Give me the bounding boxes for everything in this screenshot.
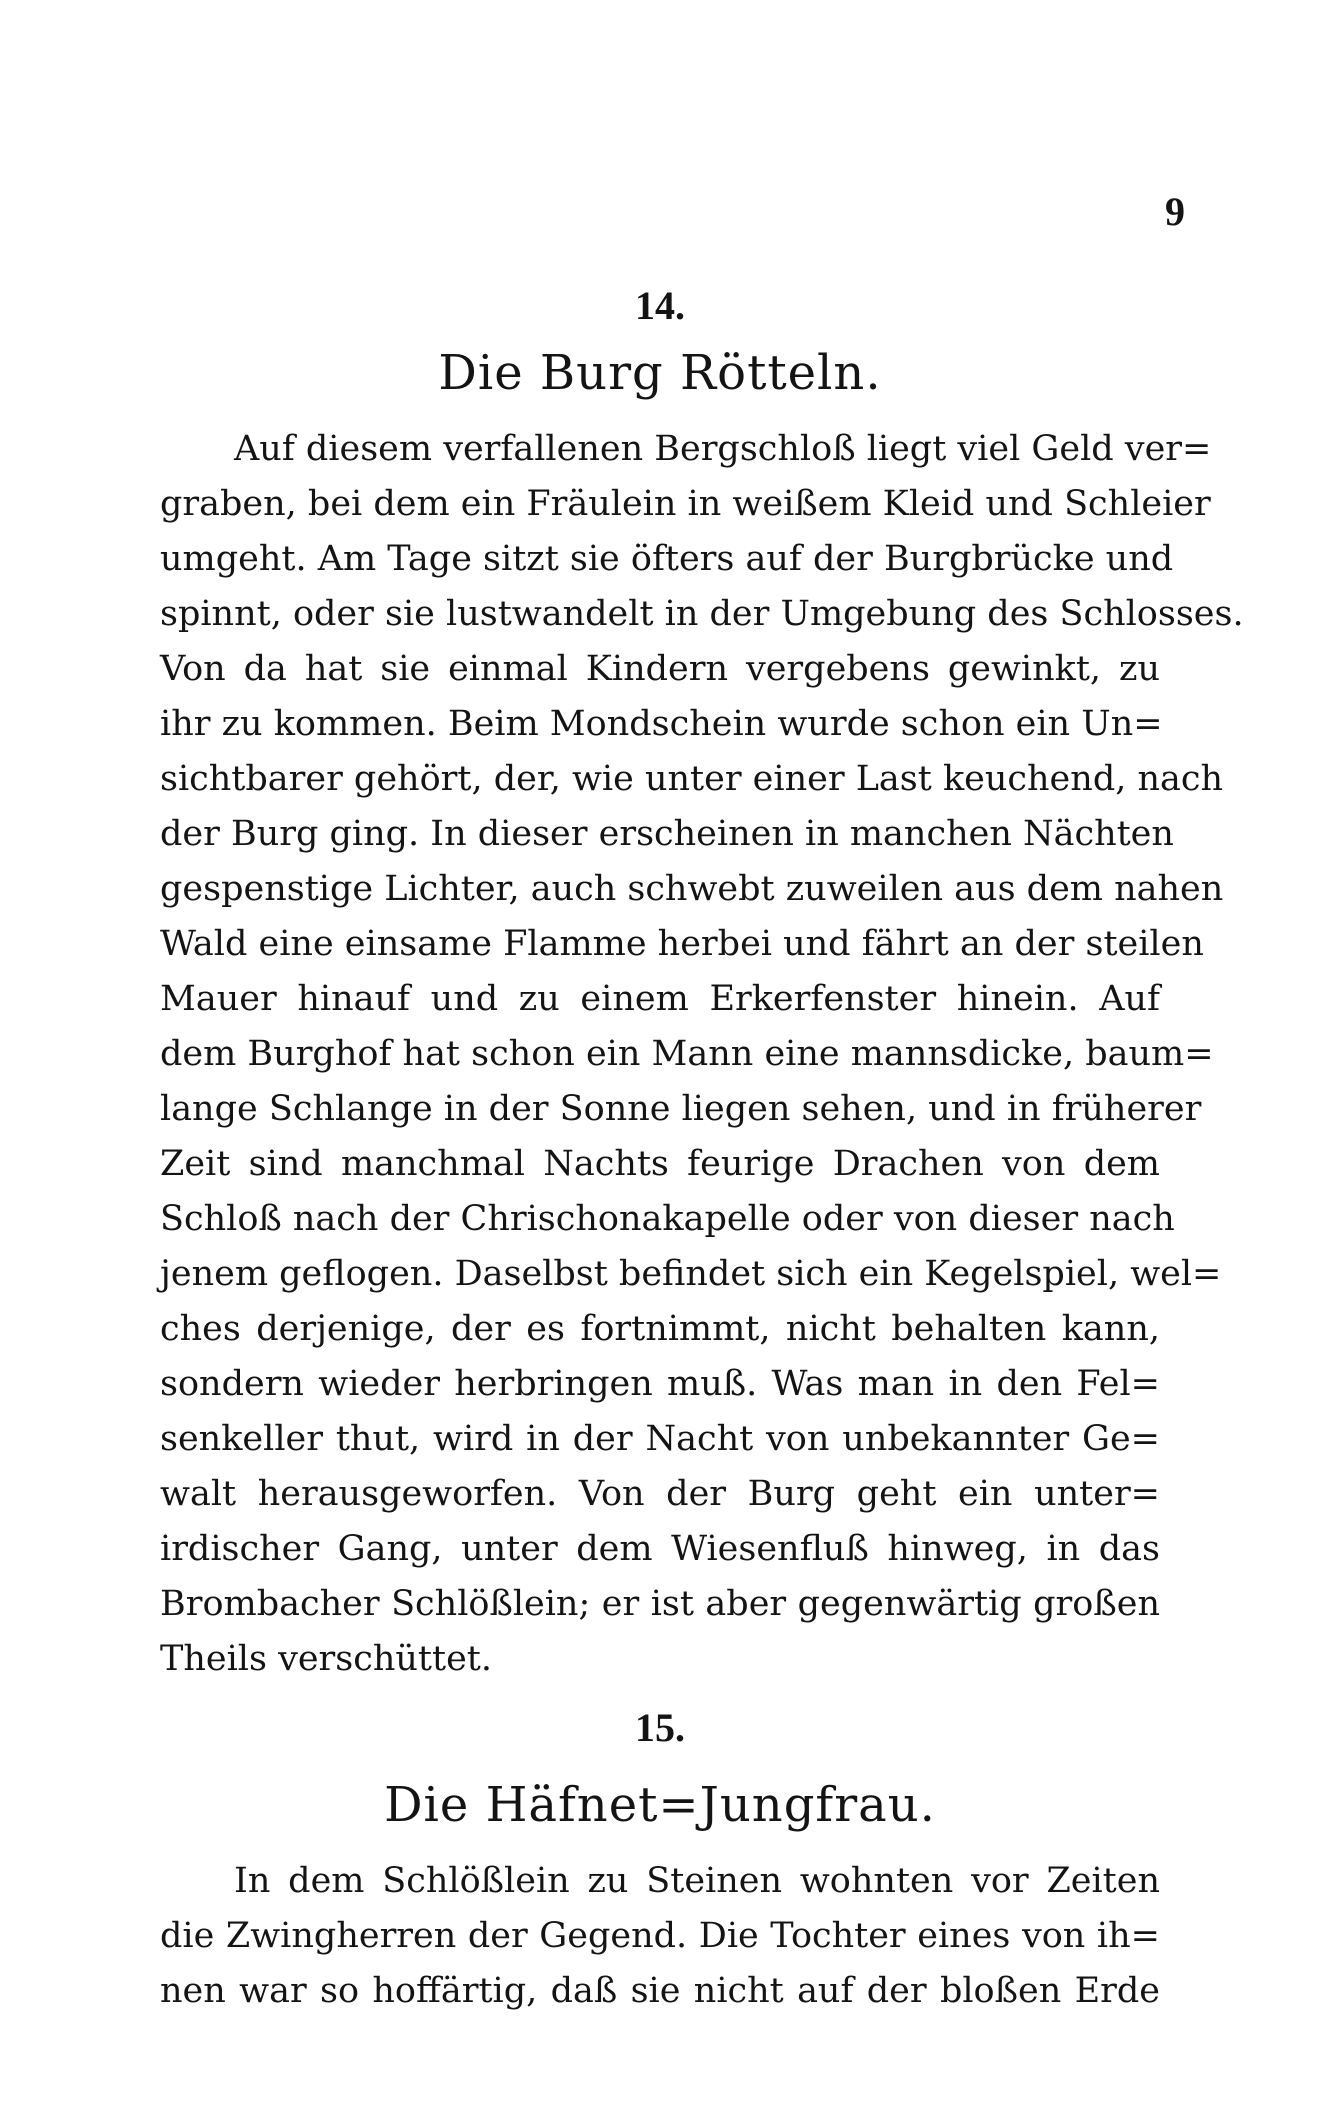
text-line: graben, bei dem ein Fräulein in weißem Kleid und Schleier [160, 484, 1211, 524]
section-number: 15. [635, 1705, 685, 1750]
text-line: ches derjenige, der es fortnimmt, nicht behalten kann, [160, 1309, 1160, 1349]
text-line: ihr zu kommen. Beim Mondschein wurde schon ein Un= [160, 704, 1163, 744]
text-line: Von da hat sie einmal Kindern vergebens gewinkt, zu [160, 649, 1160, 689]
text-line: dem Burghof hat schon ein Mann eine mannsdicke, baum= [160, 1034, 1214, 1074]
text-line: In dem Schlößlein zu Steinen wohnten vor Zeiten [234, 1861, 1160, 1901]
text-line: senkeller thut, wird in der Nacht von unbekannter Ge= [160, 1419, 1160, 1459]
text-line: Brombacher Schlößlein; er ist aber gegenwärtig großen [160, 1584, 1160, 1624]
text-line: Auf diesem verfallenen Bergschloß liegt viel Geld ver= [234, 429, 1212, 469]
text-line: umgeht. Am Tage sitzt sie öfters auf der Burgbrücke und [160, 539, 1174, 579]
text-line: walt herausgeworfen. Von der Burg geht ein unter= [160, 1474, 1160, 1514]
text-line: Zeit sind manchmal Nachts feurige Drachen von dem [160, 1144, 1160, 1184]
section-body [160, 422, 1244, 1687]
text-line: nen war so hoffärtig, daß sie nicht auf der bloßen Erde [160, 1971, 1160, 2011]
text-line: die Zwingherren der Gegend. Die Tochter eines von ih= [160, 1916, 1160, 1956]
section-body [160, 1854, 1160, 2019]
text-line: Theils verschüttet. [160, 1639, 492, 1679]
section-title: Die Häfnet=Jungfrau. [384, 1777, 936, 1833]
text-line: gespenstige Lichter, auch schwebt zuweilen aus dem nahen [160, 869, 1224, 909]
text-line: lange Schlange in der Sonne liegen sehen, und in früherer [160, 1089, 1202, 1129]
text-line: sichtbarer gehört, der, wie unter einer Last keuchend, nach [160, 759, 1224, 799]
text-line: Mauer hinauf und zu einem Erkerfenster hinein. Auf [160, 979, 1160, 1019]
text-line: jenem geflogen. Daselbst befindet sich ein Kegelspiel, wel= [160, 1254, 1222, 1294]
section-title: Die Burg Rötteln. [438, 345, 882, 401]
section-15 [160, 1700, 1160, 2019]
page-number: 9 [1165, 189, 1185, 234]
text-line: sondern wieder herbringen muß. Was man in den Fel= [160, 1364, 1160, 1404]
text-line: Schloß nach der Chrischonakapelle oder von dieser nach [160, 1199, 1175, 1239]
text-line: spinnt, oder sie lustwandelt in der Umgebung des Schlosses. [160, 594, 1244, 634]
section-14 [160, 278, 1244, 1687]
text-line: der Burg ging. In dieser erscheinen in manchen Nächten [160, 814, 1174, 854]
text-line: irdischer Gang, unter dem Wiesenfluß hinweg, in das [160, 1529, 1160, 1569]
section-number: 14. [635, 283, 685, 328]
text-line: Wald eine einsame Flamme herbei und fährt an der steilen [160, 924, 1204, 964]
